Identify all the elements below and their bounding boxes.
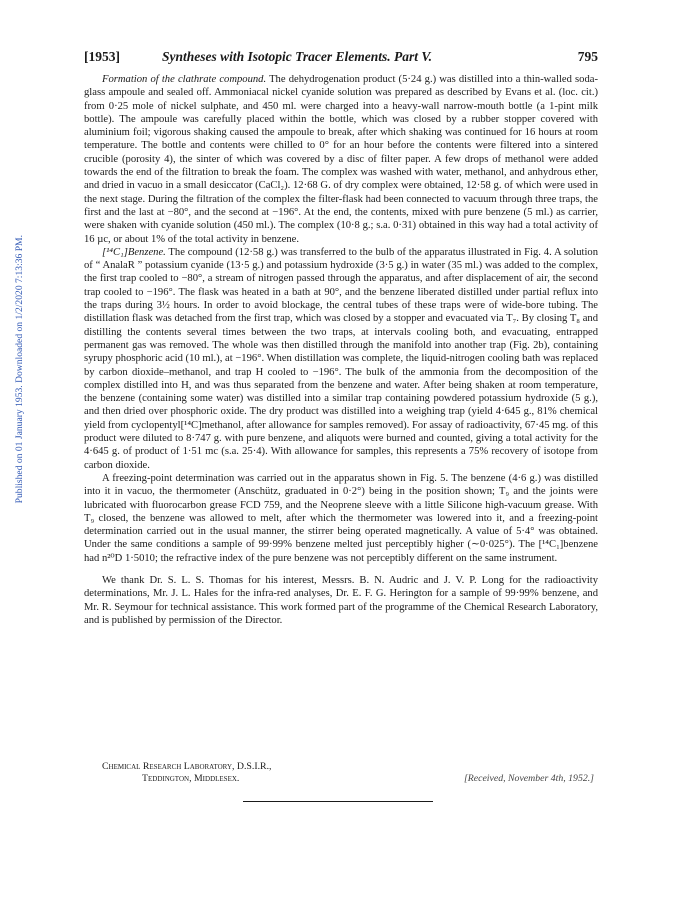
download-watermark-text: Published on 01 January 1953. Downloaded on 1/2/2020 7:13:36 PM. — [14, 235, 25, 504]
affiliation-footer — [84, 761, 598, 801]
paragraph-lead: Formation of the clathrate compound. — [102, 74, 267, 85]
laboratory-location: Teddington, Middlesex. — [142, 773, 240, 784]
received-date: [Received, November 4th, 1952.] — [463, 773, 594, 784]
laboratory-name: Chemical Research Laboratory, D.S.I.R., — [102, 761, 272, 772]
paragraph-text: A freezing-point determination was carried out in the apparatus shown in Fig. 5. The benzene (4·6 g.) was distilled into it in vacuo, the thermometer (Anschütz, graduated in 0·2°) being in the position shown; T₉ and the joints were lubricated with fluorocarbon grease FCD 759, and the Neoprene sleeve with a little Silicone high-vacuum grease. With T₉ closed, the benzene was allowed to melt, after which the thermometer was lowered into it, and a freezing-point determination carried out in the usual manner, the stirrer being operated magnetically. A value of 5·4° was obtained. Under the same conditions a sample of 99·99% benzene melted just perceptibly higher (∼0·025°). The [¹⁴C₁]benzene had n²⁰D 1·5010; the refractive index of the pure benzene was not perceptibly different on the same instrument. — [84, 472, 598, 564]
header-title: Syntheses with Isotopic Tracer Elements. Part V. — [162, 49, 433, 64]
download-watermark — [0, 0, 28, 913]
paragraph-freezing-point — [84, 472, 598, 565]
running-header — [84, 49, 598, 67]
article-body — [84, 73, 598, 627]
paragraph-benzene — [84, 246, 598, 472]
paragraph-text: The compound (12·58 g.) was transferred to the bulb of the apparatus illustrated in Fig. 4. A solution of “ AnalaR ” potassium cyanide (13·5 g.) and potassium hydroxide (3·5 g.) in water (35 ml.) was added to the complex, the first trap cooled to −80°, a stream of nitrogen passed through the apparatus, and after displacement of air, the second trap cooled to −196°. The flask was heated in a bath at 90°, and the benzene liberated distilled under partial reflux into the traps during 3½ hours. In order to avoid blockage, the central tubes of these traps were of wide-bore tubing. The distillation flask was detached from the first trap, which was closed by a stopper and evacuated via T₇. By closing T₈ and distilling the contents several times between the two traps, at intervals cooling both, and evacuating, entrapped permanent gas was removed. The whole was then distilled through the manifold into another trap (Fig. 2b), containing syrupy phosphoric acid (10 ml.), at −196°. When distillation was complete, the liquid-nitrogen cooling bath was replaced by carbon dioxide–methanol, and trap H cooled to −196°. The bulk of the ammonia from the decomposition of the complex distilled into H, and was thus separated from the benzene and water. After being shaken at room temperature, the benzene (containing some water) was distilled into a similar trap containing powdered potassium hydroxide (5 g.), and then dried over phosphoric oxide. The dry product was distilled into a weighing trap (yield 4·645 g., 81% chemical yield from cyclopentyl[¹⁴C]methanol, after allowance for samples removed). For assay of radioactivity, 67·45 mg. of this product were diluted to 8·747 g. with pure benzene, and aliquots were burned and counted, giving a total activity for the 4·645 g. of product of 1·51 mc (s.a. 25·4). With allowance for samples, this represents a 75% recovery of isotope from carbon dioxide. — [84, 246, 598, 471]
end-rule — [243, 801, 433, 802]
paragraph-lead: [¹⁴C₁]Benzene. — [102, 246, 166, 258]
paragraph-clathrate — [84, 73, 598, 246]
page-number: 795 — [577, 49, 598, 64]
paragraph-acknowledgements — [84, 574, 598, 627]
paragraph-text: We thank Dr. S. L. S. Thomas for his interest, Messrs. B. N. Audric and J. V. P. Long for the radioactivity determinations, Mr. J. L. Hales for the infra-red analyses, Dr. E. F. G. Herington for a sample of 99·99% benzene, and Mr. R. Seymour for technical assistance. This work formed part of the programme of the Chemical Research Laboratory, and is published by permission of the Director. — [84, 574, 598, 626]
header-year: [1953] — [84, 49, 120, 64]
paragraph-text: The dehydrogenation product (5·24 g.) was distilled into a thin-walled soda-glass ampoule and sealed off. Ammoniacal nickel cyanide solution was prepared as described by Evans et al. (loc. cit.) from 0·25 mole of nickel sulphate, and 450 ml. were charged into a heavy-wall narrow-mouth bottle (a 1-pint milk bottle). The ampoule was carefully placed within the bottle, which was closed by a rubber stopper covered with aluminium foil; vigorous shaking caused the ampoule to break, after which shaking was continued for 16 hours at room temperature. The bottle and contents were chilled to 0° for an hour before the contents were filtered into a sintered crucible (porosity 4), the sinter of which was covered by a disc of filter paper. A few drops of methanol were added towards the end of the filtration to break the foam. The complex was washed with water, methanol, and anhydrous ether, and dried in vacuo in a small desiccator (CaCl₂). 12·68 G. of dry complex were obtained, 12·58 g. of which were used in the next stage. During the filtration of the complex the filter-flask had been connected to vacuum through three traps, the first and the last at −80°, and the second at −196°. At the end, the contents, mixed with pure benzene (5 ml.) as carrier, were shaken with cyanide solution (450 ml.). The complex (10·8 g.; s.a. 0·31) obtained in this way had a total activity of 16 µc, or about 1% of the total activity in benzene. — [84, 74, 598, 245]
